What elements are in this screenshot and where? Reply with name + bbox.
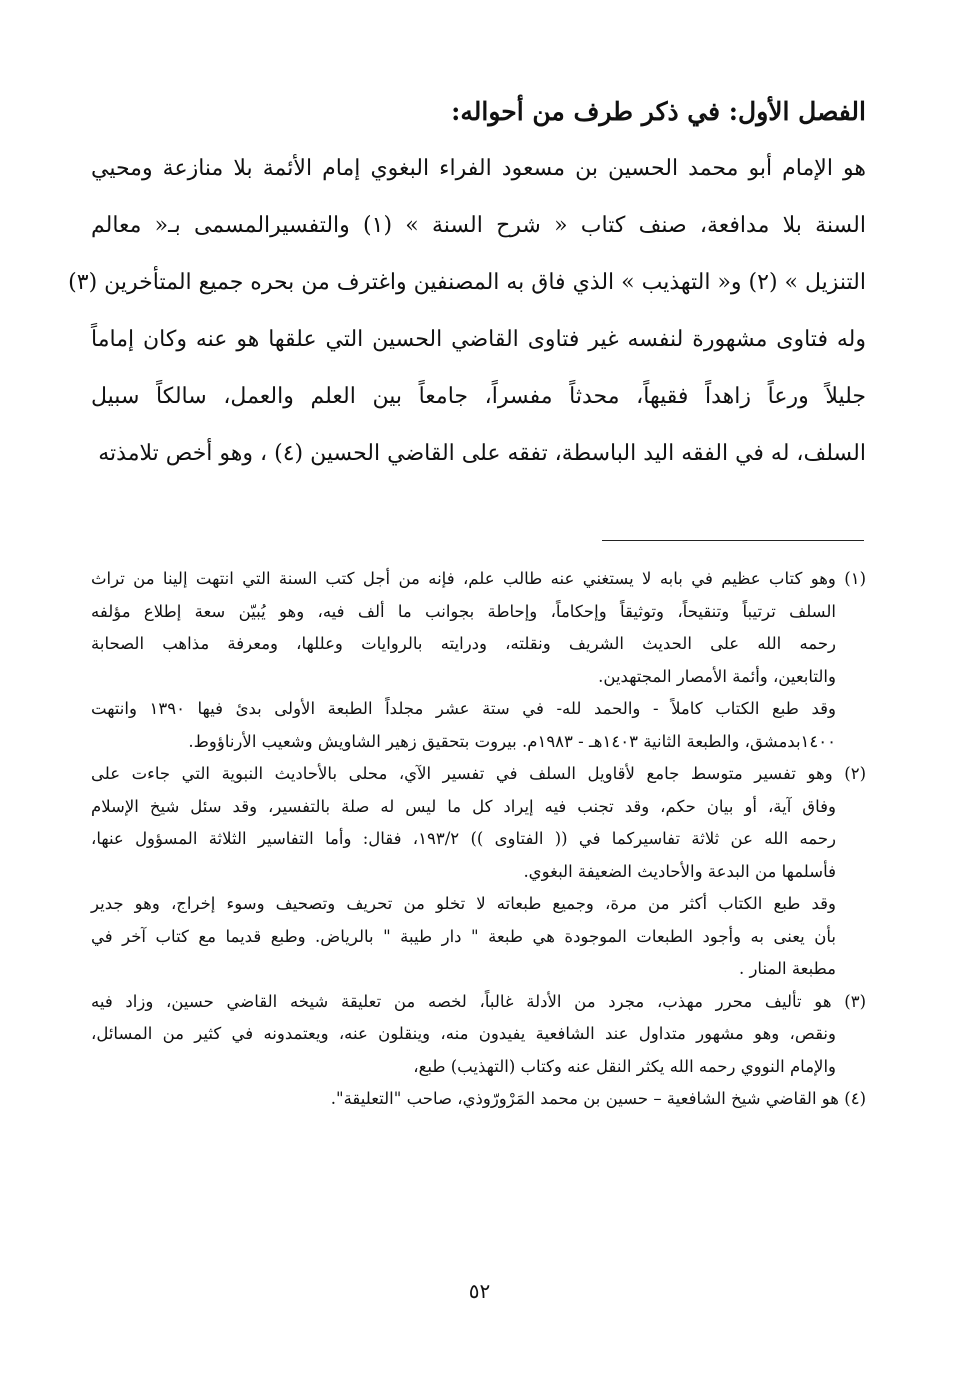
footnote-2-line: مطبعة المنار . bbox=[738, 959, 836, 978]
footnote-1-line: والتابعين، وأئمة الأمصار المجتهدين. bbox=[598, 666, 836, 686]
footnote-3-line: ونقص، وهو مشهور متداول عند الشافعية يفيدون منه، وينقلون عنه، ويعتمدونه في كثير من المسائل، bbox=[91, 1024, 836, 1043]
body-line: السنة بلا مدافعة، صنف كتاب « شرح السنة » (١) والتفسيرالمسمى بـ« معالم bbox=[91, 213, 866, 238]
body-line: التنزيل » (٢) و« التهذيب » الذي فاق به المصنفين واغترف من بحره جميع المتأخرين (٣) bbox=[68, 270, 866, 295]
footnote-2-line: فأسلمها من البدعة والأحاديث الضعيفة البغوي. bbox=[523, 861, 836, 881]
main-paragraph bbox=[68, 140, 866, 482]
footnote-1-line: ١٤٠٠بدمشق، والطبعة الثانية ١٤٠٣هـ - ١٩٨٣م. بيروت بتحقيق زهير الشاويش وشعيب الأرناؤوط. bbox=[188, 731, 836, 751]
body-line: هو الإمام أبو محمد الحسين بن مسعود الفراء البغوي إمام الأئمة بلا منازعة ومحيي bbox=[91, 156, 866, 181]
footnote-1-line: (١) وهو كتاب عظيم في بابه لا يستغني عنه طالب علم، فإنه من أجل كتب السنة التي انتهت إلينا من تراث bbox=[91, 569, 866, 588]
footnote-2-line: رحمه الله عن ثلاثة تفاسيركما في (( الفتاوى )) ١٩٣/٢، فقال: وأما التفاسير الثلاثة المسؤول عنها، bbox=[91, 829, 836, 848]
page-number: ٥٢ bbox=[468, 1279, 491, 1303]
footnotes bbox=[91, 563, 866, 1116]
footnote-2-line: بأن يعنى به وأجود الطبعات الموجودة هي طبعة " دار طيبة " بالرياض. وطبع قديما مع كتاب آخر في bbox=[91, 926, 836, 946]
footnote-2-line: (٢) وهو تفسير متوسط جامع لأقاويل السلف في تفسير الآي، محلى بالأحاديث النبوية التي جاءت على bbox=[91, 764, 866, 783]
body-line: وله فتاوى مشهورة لنفسه غير فتاوى القاضي الحسين التي علقها هو عنه وكان إماماً bbox=[91, 327, 866, 352]
footnote-1-line: وقد طبع الكتاب كاملاً - والحمد لله- في ستة عشر مجلداً الطبعة الأولى بدئ فيها ١٣٩٠ وانتهت bbox=[91, 699, 836, 718]
footnote-2-line: وفاق آية، أو بيان حكم، وقد تجنب فيه إيراد كل ما ليس له صلة بالتفسير، وقد سئل شيخ الإسلام bbox=[91, 796, 836, 816]
footnote-4-line: (٤) هو القاضي شيخ الشافعية – حسين بن محمد المَرْورّوذي، صاحب "التعليقة". bbox=[330, 1089, 866, 1108]
footnote-2-line: وقد طبع الكتاب أكثر من مرة، وجميع طبعاته لا تخلو من تحريف وتصحيف وسوء إخراج، وهو جدير bbox=[91, 894, 836, 913]
body-line: السلف، له في الفقه اليد الباسطة، تفقه على القاضي الحسين (٤) ، وهو أخص تلامذته bbox=[98, 441, 866, 466]
footnote-divider bbox=[602, 540, 864, 541]
footnote-1-line: السلف ترتيباً وتنقيحاً، وتوثيقاً وإحكاماً، وإحاطة بجوانب ما ألف فيه، وهو يُبيّن سعة إطلاع مؤلفه bbox=[91, 601, 836, 621]
footnote-3-line: والإمام النووي رحمه الله يكثر النقل عنه وكتاب (التهذيب) طبع، bbox=[413, 1056, 836, 1076]
footnote-1-line: رحمه الله على الحديث الشريف ونقلته، ودرايته بالروايات وعللها، ومعرفة مذاهب الصحابة bbox=[91, 634, 836, 653]
body-line: جليلاً ورعاً زاهداً فقيهاً، محدثاً مفسراً، جامعاً بين العلم والعمل، سالكاً سبيل bbox=[91, 384, 866, 409]
chapter-heading: الفصل الأول: في ذكر طرف من أحواله: bbox=[451, 97, 866, 126]
footnote-3-line: (٣) هو تأليف محرر مهذب، مجرد من الأدلة غالباً، لخصه من تعليقة شيخه القاضي حسين، وزاد فيه bbox=[91, 991, 866, 1011]
